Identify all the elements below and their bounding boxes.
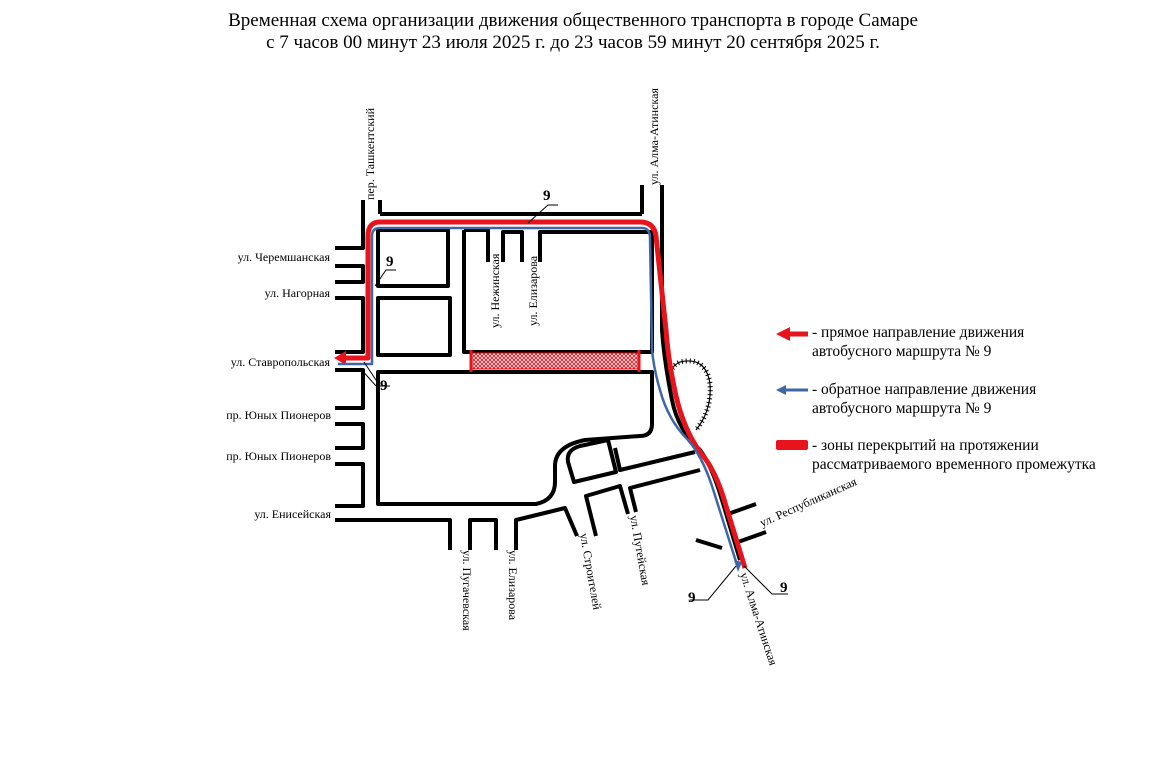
street-label-republikanskaya: ул. Республиканская <box>757 474 859 530</box>
street-left-segment-4 <box>335 370 363 408</box>
legend-closure-swatch <box>776 440 808 450</box>
legend-closure-line-2: рассматриваемого временного промежутка <box>812 456 1096 473</box>
street-puteyskaya-block <box>568 440 616 482</box>
legend-closure <box>812 436 1096 474</box>
legend-reverse-swatch-arrow <box>776 385 786 395</box>
street-left-segment-3 <box>335 298 363 352</box>
block-mid-left <box>378 298 450 355</box>
street-label-nezhinskaya: ул. Нежинская <box>488 253 502 328</box>
legend-reverse-line-1: - обратное направление движения <box>812 381 1037 398</box>
street-label-elizarova-bottom: ул. Елизарова <box>506 550 520 621</box>
street-label-nagornaya: ул. Нагорная <box>264 286 330 300</box>
legend-swatches <box>776 327 808 450</box>
street-label-stavropolskaya: ул. Ставропольская <box>230 355 330 369</box>
street-republikanskaya-2 <box>738 532 766 542</box>
street-label-alma-atinskaya-bottom: ул. Алма-Атинская <box>737 570 781 668</box>
street-label-yunykh-pionerov-2: пр. Юных Пионеров <box>226 449 331 463</box>
street-label-eniseyskaya: ул. Енисейская <box>254 507 331 521</box>
street-left-segment-2 <box>335 266 363 282</box>
route-number-label-bottom-left: 9 <box>688 590 696 606</box>
route-number-label-left: 9 <box>386 254 394 270</box>
street-alma-bottom-left <box>696 540 722 548</box>
legend-reverse-line-2: автобусного маршрута № 9 <box>812 400 992 417</box>
street-stroiteley <box>586 486 628 536</box>
map-title-line-1: Временная схема организации движения общественного транспорта в городе Самаре <box>228 10 918 31</box>
street-label-elizarova-top: ул. Елизарова <box>526 255 540 326</box>
route-number-label-stavropolskaya: 9 <box>380 378 388 394</box>
street-nezhinskaya <box>503 232 522 262</box>
route-number-pointers <box>360 205 788 600</box>
legend-reverse <box>812 380 1036 418</box>
legend-forward-swatch-arrow <box>776 327 790 341</box>
street-left-segment-1 <box>335 200 363 248</box>
block-big-lower <box>378 372 652 504</box>
route-number-label-bottom-right: 9 <box>780 580 788 596</box>
legend-forward <box>812 323 1024 361</box>
route-forward-line <box>344 222 745 568</box>
street-left-segment-5 <box>335 424 363 448</box>
street-label-cheremshanskaya: ул. Черемшанская <box>237 250 330 264</box>
street-network <box>335 185 766 560</box>
legend-forward-line-1: - прямое направление движения <box>812 324 1025 341</box>
street-republikanskaya <box>728 504 756 514</box>
route-number-label-top: 9 <box>543 188 551 204</box>
street-label-yunykh-pionerov-1: пр. Юных Пионеров <box>226 408 331 422</box>
street-left-segment-6 <box>335 464 363 506</box>
street-label-alma-atinskaya-top: ул. Алма-Атинская <box>647 88 661 185</box>
closure-zone-stavropolskaya <box>472 353 638 369</box>
map-title-line-2: с 7 часов 00 минут 23 июля 2025 г. до 23 часов 59 минут 20 сентября 2025 г. <box>266 32 880 53</box>
legend-closure-line-1: - зоны перекрытий на протяжении <box>812 437 1039 454</box>
street-label-stroiteley: ул. Строителей <box>577 532 605 611</box>
street-labels <box>226 88 859 668</box>
legend-forward-line-2: автобусного маршрута № 9 <box>812 343 992 360</box>
street-eniseyskaya <box>335 520 450 550</box>
route-reverse-arrowhead <box>734 560 742 572</box>
street-label-tashkentsky: пер. Ташкентский <box>363 107 377 200</box>
street-puteyskaya <box>630 470 700 512</box>
street-label-pugachevskaya: ул. Пугачевская <box>460 550 474 631</box>
street-elizarova-bottom <box>516 508 577 550</box>
street-label-puteyskaya: ул. Путейская <box>627 514 654 587</box>
street-small-loop <box>615 448 695 470</box>
street-pugachevskaya <box>470 520 496 550</box>
